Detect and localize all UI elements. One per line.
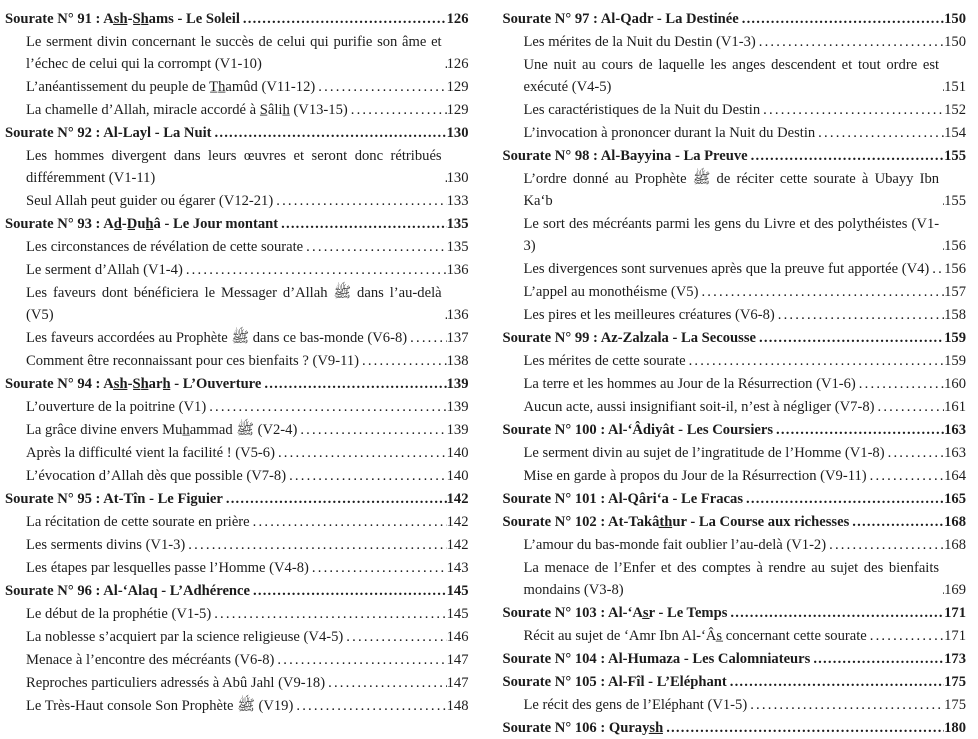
dot-leader xyxy=(223,488,447,510)
toc-sub-entry xyxy=(5,396,469,418)
entry-title: La chamelle d’Allah, miracle accordé à S̲âlih̲ (V13-15) xyxy=(26,102,348,118)
toc-chapter-entry xyxy=(503,602,967,624)
dot-leader xyxy=(240,8,447,30)
toc-chapter-entry xyxy=(5,122,469,144)
page-number: 142 xyxy=(446,514,469,530)
dot-leader xyxy=(727,602,944,624)
toc-sub-entry xyxy=(5,557,469,579)
entry-title: Les mérites de cette sourate xyxy=(523,353,686,369)
toc-sub-entry xyxy=(5,649,469,671)
page-number: 130 xyxy=(446,170,469,186)
toc-sub-entry xyxy=(503,99,967,121)
page-number: 139 xyxy=(446,399,469,415)
entry-title: Sourate N° 94 : As̲h̲-S̲h̲arh̲ - L’Ouverture xyxy=(5,376,262,392)
page-number: 155 xyxy=(944,193,966,209)
entry-title: Sourate N° 101 : Al-Qâri‘a - Le Fracas xyxy=(502,491,744,507)
entry-title: Sourate N° 100 : Al-‘Âdiyât - Les Coursiers xyxy=(502,422,774,438)
toc-sub-entry xyxy=(503,534,967,556)
toc-sub-entry xyxy=(503,625,967,647)
page-number: 139 xyxy=(446,422,469,438)
toc-sub-entry xyxy=(503,213,967,257)
page-number: 163 xyxy=(944,445,966,461)
page-number: 142 xyxy=(446,491,469,507)
toc-chapter-entry xyxy=(503,419,967,441)
page-number: 145 xyxy=(446,583,469,599)
page-number: 140 xyxy=(446,445,469,461)
dot-leader xyxy=(856,373,944,395)
dot-leader xyxy=(206,396,446,418)
dot-leader xyxy=(275,442,447,464)
page-number: 169 xyxy=(944,582,966,598)
dot-leader xyxy=(874,396,944,418)
toc-chapter-entry xyxy=(5,8,469,30)
toc-sub-entry xyxy=(503,350,967,372)
page-number: 171 xyxy=(944,605,966,621)
dot-leader xyxy=(297,419,446,441)
entry-title: Seul Allah peut guider ou égarer (V12-21) xyxy=(26,193,274,209)
entry-title: Reproches particuliers adressés à Abû Jahl (V9-18) xyxy=(26,675,326,691)
dot-leader xyxy=(760,99,944,121)
page-number: 164 xyxy=(944,468,966,484)
dot-leader xyxy=(183,259,447,281)
toc-chapter-entry xyxy=(5,373,469,395)
dot-leader xyxy=(663,717,944,739)
toc-sub-entry xyxy=(5,695,469,717)
toc-sub-entry xyxy=(503,373,967,395)
toc-sub-entry xyxy=(503,31,967,53)
entry-title: Le début de la prophétie (V1-5) xyxy=(26,606,212,622)
entry-title: Les circonstances de révélation de cette sourate xyxy=(26,239,304,255)
entry-title: Les pires et les meilleures créatures (V6-8) xyxy=(523,307,775,323)
toc-chapter-entry xyxy=(503,327,967,349)
page-number: 150 xyxy=(944,11,966,27)
dot-leader xyxy=(756,327,944,349)
dot-leader xyxy=(303,236,446,258)
toc-sub-entry xyxy=(503,258,967,280)
toc-sub-entry xyxy=(5,672,469,694)
dot-leader xyxy=(273,190,446,212)
entry-title: Récit au sujet de ‘Amr Ibn Al-‘Âs̲ concernant cette sourate xyxy=(523,628,867,644)
toc-sub-entry xyxy=(5,282,469,326)
page-number: 142 xyxy=(446,537,469,553)
toc-sub-entry xyxy=(503,54,967,98)
dot-leader xyxy=(810,648,944,670)
entry-title: Sourate N° 96 : Al-‘Alaq - L’Adhérence xyxy=(5,583,251,599)
entry-title: Les caractéristiques de la Nuit du Destin xyxy=(523,102,761,118)
page-number: 139 xyxy=(446,376,469,392)
toc-sub-entry xyxy=(503,557,967,601)
toc-column-right xyxy=(503,8,967,738)
entry-title: L’ordre donné au Prophète ﷺ de réciter cette sourate à Ubayy Ibn Ka‘b xyxy=(523,171,940,209)
page-number: 154 xyxy=(944,125,966,141)
page-number: 146 xyxy=(446,629,469,645)
entry-title: L’amour du bas-monde fait oublier l’au-delà (V1-2) xyxy=(523,537,827,553)
dot-leader xyxy=(773,419,944,441)
dot-leader xyxy=(278,213,446,235)
toc-sub-entry xyxy=(5,259,469,281)
entry-title: La récitation de cette sourate en prière xyxy=(26,514,250,530)
dot-leader xyxy=(815,122,944,144)
toc-sub-entry xyxy=(5,626,469,648)
dot-leader xyxy=(293,695,446,717)
dot-leader xyxy=(867,625,944,647)
toc-sub-entry xyxy=(503,694,967,716)
dot-leader xyxy=(211,603,446,625)
entry-title: Une nuit au cours de laquelle les anges descendent et tout ordre est exécuté (V4-5) xyxy=(523,57,940,95)
page-number: 135 xyxy=(446,216,469,232)
dot-leader xyxy=(343,626,446,648)
page-number: 129 xyxy=(446,79,469,95)
page-number: 157 xyxy=(944,284,966,300)
dot-leader xyxy=(826,534,944,556)
entry-title: Les faveurs dont bénéficiera le Messager d’Allah ﷺ dans l’au-delà (V5) xyxy=(26,285,442,323)
toc-sub-entry xyxy=(5,603,469,625)
entry-title: L’ouverture de la poitrine (V1) xyxy=(26,399,207,415)
page-number: 165 xyxy=(944,491,966,507)
entry-title: La noblesse s’acquiert par la science religieuse (V4-5) xyxy=(26,629,344,645)
dot-leader xyxy=(739,8,944,30)
dot-leader xyxy=(250,511,447,533)
dot-leader xyxy=(867,465,944,487)
entry-title: L’invocation à prononcer durant la Nuit du Destin xyxy=(523,125,816,141)
entry-title: Après la difficulté vient la facilité ! (V5-6) xyxy=(26,445,275,461)
page-number: 159 xyxy=(944,330,966,346)
toc-sub-entry xyxy=(5,465,469,487)
dot-leader xyxy=(748,145,944,167)
page-number: 136 xyxy=(446,262,469,278)
entry-title: Mise en garde à propos du Jour de la Résurrection (V9-11) xyxy=(523,468,867,484)
entry-title: La menace de l’Enfer et des comptes à rendre au sujet des bienfaits mondains (V3-8) xyxy=(523,560,940,598)
dot-leader xyxy=(929,258,944,280)
page-number: 156 xyxy=(944,238,966,254)
page-number: 158 xyxy=(944,307,966,323)
page-number: 126 xyxy=(446,56,469,72)
entry-title: Le récit des gens de l’Eléphant (V1-5) xyxy=(523,697,748,713)
dot-leader xyxy=(286,465,447,487)
entry-title: Les faveurs accordées au Prophète ﷺ dans ce bas-monde (V6-8) xyxy=(26,330,408,346)
entry-title: Sourate N° 95 : At-Tîn - Le Figuier xyxy=(5,491,223,507)
toc-sub-entry xyxy=(5,190,469,212)
page-number: 173 xyxy=(944,651,966,667)
toc-chapter-entry xyxy=(503,717,967,739)
page-number: 156 xyxy=(944,261,966,277)
entry-title: Le serment divin concernant le succès de celui qui purifie son âme et l’échec de celui qui la corrompt (V1-10) xyxy=(26,34,442,72)
entry-title: Sourate N° 103 : Al-‘As̲r - Le Temps xyxy=(502,605,728,621)
entry-title: Sourate N° 99 : Az-Zalzala - La Secousse xyxy=(502,330,757,346)
toc-sub-entry xyxy=(503,465,967,487)
page-number: 143 xyxy=(446,560,469,576)
entry-title: L’anéantissement du peuple de T̲h̲amûd (V11-12) xyxy=(26,79,316,95)
toc-sub-entry xyxy=(5,76,469,98)
entry-title: Sourate N° 104 : Al-Humaza - Les Calomniateurs xyxy=(502,651,811,667)
entry-title: La grâce divine envers Muh̲ammad ﷺ (V2-4) xyxy=(26,422,298,438)
page-number: 155 xyxy=(944,148,966,164)
dot-leader xyxy=(849,511,944,533)
page-number: 133 xyxy=(446,193,469,209)
toc-chapter-entry xyxy=(503,511,967,533)
page-number: 126 xyxy=(446,11,469,27)
toc-sub-entry xyxy=(5,31,469,75)
entry-title: Comment être reconnaissant pour ces bienfaits ? (V9-11) xyxy=(26,353,359,369)
page-number: 130 xyxy=(446,125,469,141)
dot-leader xyxy=(250,580,447,602)
dot-leader xyxy=(698,281,944,303)
page-number: 168 xyxy=(944,514,966,530)
page-number: 175 xyxy=(944,697,966,713)
dot-leader xyxy=(274,649,446,671)
entry-title: L’évocation d’Allah dès que possible (V7-8) xyxy=(26,468,287,484)
entry-title: Sourate N° 105 : Al-Fîl - L’Eléphant xyxy=(502,674,727,690)
entry-title: Sourate N° 98 : Al-Bayyina - La Preuve xyxy=(502,148,748,164)
entry-title: Sourate N° 92 : Al-Layl - La Nuit xyxy=(5,125,212,141)
toc-sub-entry xyxy=(5,511,469,533)
toc-chapter-entry xyxy=(5,580,469,602)
page-number: 168 xyxy=(944,537,966,553)
dot-leader xyxy=(686,350,945,372)
page-number: 152 xyxy=(944,102,966,118)
dot-leader xyxy=(747,694,944,716)
page-number: 140 xyxy=(446,468,469,484)
toc-sub-entry xyxy=(5,99,469,121)
entry-title: Menace à l’encontre des mécréants (V6-8) xyxy=(26,652,275,668)
entry-title: Sourate N° 93 : Ad̲-D̲uh̲â - Le Jour montant xyxy=(5,216,279,232)
page-number: 138 xyxy=(446,353,469,369)
dot-leader xyxy=(756,31,944,53)
toc-sub-entry xyxy=(5,236,469,258)
page-number: 151 xyxy=(944,79,966,95)
toc-chapter-entry xyxy=(503,488,967,510)
entry-title: Sourate N° 106 : Qurays̲h̲ xyxy=(502,720,664,736)
dot-leader xyxy=(212,122,447,144)
toc-sub-entry xyxy=(5,145,469,189)
entry-title: Les serments divins (V1-3) xyxy=(26,537,186,553)
entry-title: Les hommes divergent dans leurs œuvres et seront donc rétribués différemment (V1-11) xyxy=(26,148,442,186)
page-number: 145 xyxy=(446,606,469,622)
toc-sub-entry xyxy=(503,304,967,326)
toc-chapter-entry xyxy=(5,213,469,235)
page-number: 147 xyxy=(446,675,469,691)
page-number: 137 xyxy=(446,330,469,346)
entry-title: L’appel au monothéisme (V5) xyxy=(523,284,699,300)
toc-column-left xyxy=(5,8,469,738)
entry-title: Le Très-Haut console Son Prophète ﷺ (V19) xyxy=(26,698,294,714)
page-number: 135 xyxy=(446,239,469,255)
entry-title: La terre et les hommes au Jour de la Résurrection (V1-6) xyxy=(523,376,856,392)
dot-leader xyxy=(775,304,944,326)
toc-chapter-entry xyxy=(503,648,967,670)
entry-title: Les mérites de la Nuit du Destin (V1-3) xyxy=(523,34,756,50)
dot-leader xyxy=(261,373,446,395)
toc-sub-entry xyxy=(503,122,967,144)
toc-chapter-entry xyxy=(503,8,967,30)
toc-sub-entry xyxy=(503,396,967,418)
page-number: 129 xyxy=(446,102,469,118)
dot-leader xyxy=(309,557,447,579)
toc-sub-entry xyxy=(5,350,469,372)
dot-leader xyxy=(407,327,446,349)
page-number: 160 xyxy=(944,376,966,392)
dot-leader xyxy=(359,350,447,372)
entry-title: Sourate N° 102 : At-Takât̲h̲ur - La Course aux richesses xyxy=(502,514,850,530)
entry-title: Le serment d’Allah (V1-4) xyxy=(26,262,183,278)
page-number: 159 xyxy=(944,353,966,369)
dot-leader xyxy=(885,442,945,464)
entry-title: Aucun acte, aussi insignifiant soit-il, n’est à négliger (V7-8) xyxy=(523,399,875,415)
page-number: 147 xyxy=(446,652,469,668)
toc-chapter-entry xyxy=(503,145,967,167)
page-number: 148 xyxy=(446,698,469,714)
page-number: 180 xyxy=(944,720,966,736)
page-number: 171 xyxy=(944,628,966,644)
entry-title: Sourate N° 91 : As̲h̲-S̲h̲ams - Le Soleil xyxy=(5,11,240,27)
page-number: 136 xyxy=(446,307,469,323)
toc-sub-entry xyxy=(503,281,967,303)
toc-chapter-entry xyxy=(5,488,469,510)
page-number: 163 xyxy=(944,422,966,438)
dot-leader xyxy=(315,76,446,98)
dot-leader xyxy=(348,99,447,121)
toc-sub-entry xyxy=(5,534,469,556)
page-number: 175 xyxy=(944,674,966,690)
dot-leader xyxy=(727,671,944,693)
toc-sub-entry xyxy=(503,168,967,212)
dot-leader xyxy=(743,488,944,510)
toc-sub-entry xyxy=(5,419,469,441)
page-number: 161 xyxy=(944,399,966,415)
page-number: 150 xyxy=(944,34,966,50)
entry-title: Le serment divin au sujet de l’ingratitude de l’Homme (V1-8) xyxy=(523,445,885,461)
toc-sub-entry xyxy=(503,442,967,464)
entry-title: Les divergences sont survenues après que la preuve fut apportée (V4) xyxy=(523,261,930,277)
toc-sub-entry xyxy=(5,442,469,464)
dot-leader xyxy=(325,672,447,694)
entry-title: Sourate N° 97 : Al-Qadr - La Destinée xyxy=(502,11,739,27)
toc-chapter-entry xyxy=(503,671,967,693)
entry-title: Les étapes par lesquelles passe l’Homme (V4-8) xyxy=(26,560,309,576)
dot-leader xyxy=(185,534,446,556)
entry-title: Le sort des mécréants parmi les gens du Livre et des polythéistes (V1-3) xyxy=(523,216,940,254)
toc-sub-entry xyxy=(5,327,469,349)
